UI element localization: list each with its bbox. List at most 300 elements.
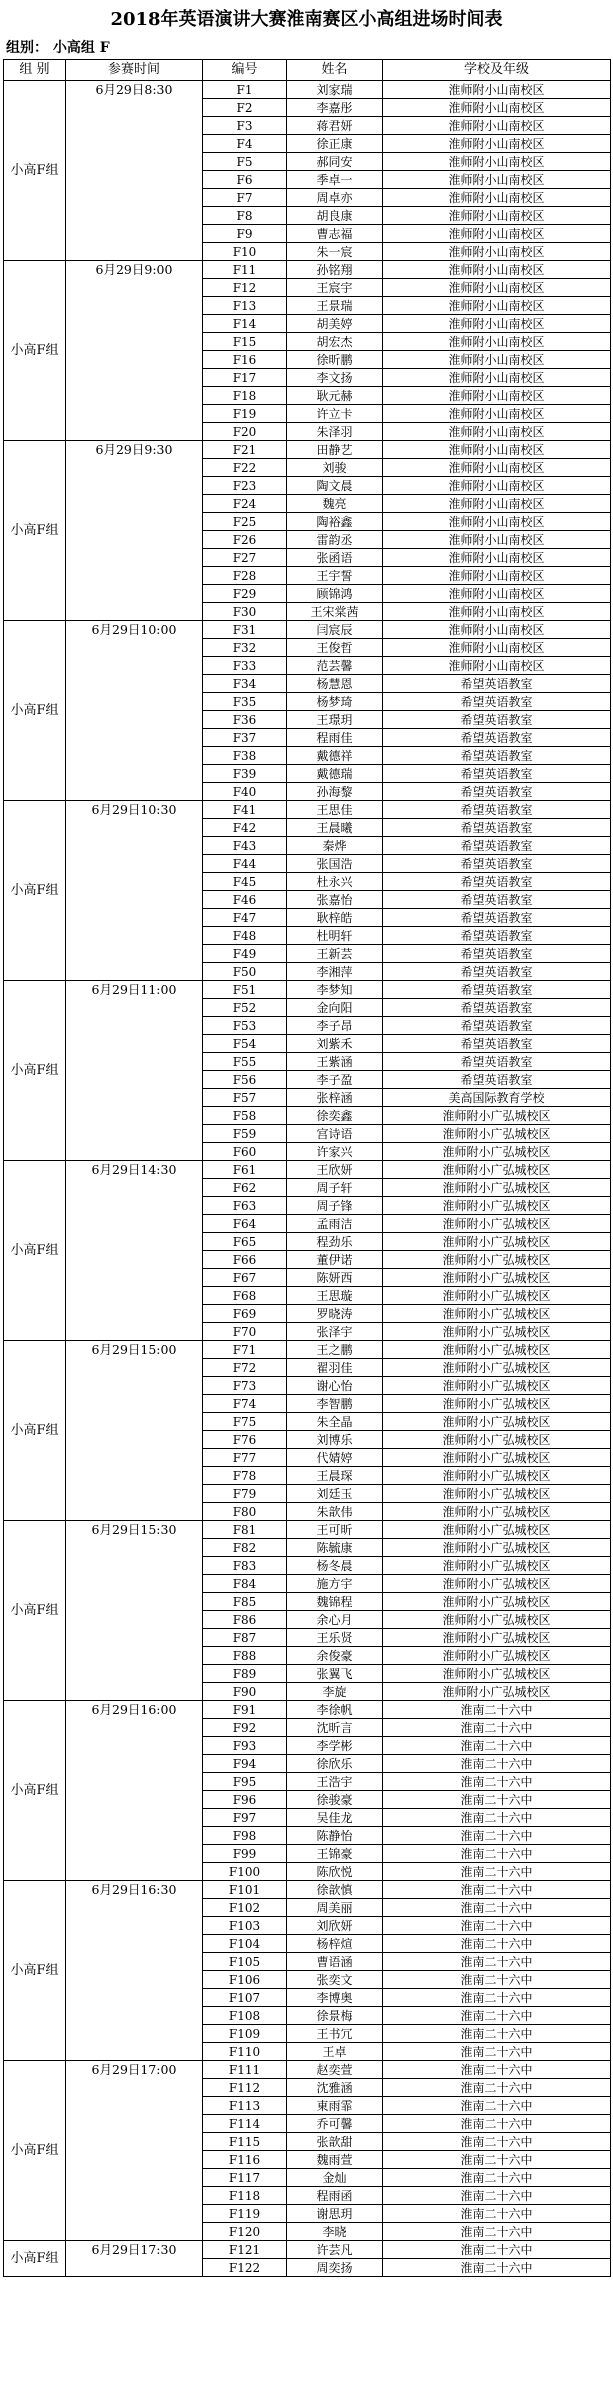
school-cell: 淮南二十六中 [383, 1773, 611, 1791]
code-cell: F5 [203, 153, 287, 171]
school-cell: 淮师附小山南校区 [383, 189, 611, 207]
time-cell: 6月29日17:30 [66, 2241, 203, 2277]
name-cell: 徐欣乐 [287, 1755, 383, 1773]
code-cell: F14 [203, 315, 287, 333]
name-cell: 王紫涵 [287, 1053, 383, 1071]
school-cell: 希望英语教室 [383, 1071, 611, 1089]
name-cell: 李智鹏 [287, 1395, 383, 1413]
name-cell: 胡美婷 [287, 315, 383, 333]
school-cell: 淮师附小广弘城校区 [383, 1107, 611, 1125]
code-cell: F85 [203, 1593, 287, 1611]
school-cell: 淮南二十六中 [383, 1719, 611, 1737]
code-cell: F27 [203, 549, 287, 567]
code-cell: F92 [203, 1719, 287, 1737]
school-cell: 希望英语教室 [383, 963, 611, 981]
code-cell: F79 [203, 1485, 287, 1503]
school-cell: 淮师附小山南校区 [383, 279, 611, 297]
name-cell: 秦烨 [287, 837, 383, 855]
code-cell: F69 [203, 1305, 287, 1323]
name-cell: 张歆甜 [287, 2133, 383, 2151]
group-cell: 小高F组 [4, 1341, 66, 1521]
name-cell: 王俊哲 [287, 639, 383, 657]
time-cell: 6月29日16:00 [66, 1701, 203, 1881]
name-cell: 杜永兴 [287, 873, 383, 891]
code-cell: F6 [203, 171, 287, 189]
group-cell: 小高F组 [4, 1701, 66, 1881]
code-cell: F50 [203, 963, 287, 981]
school-cell: 淮师附小广弘城校区 [383, 1557, 611, 1575]
name-cell: 戴德祥 [287, 747, 383, 765]
code-cell: F83 [203, 1557, 287, 1575]
school-cell: 淮师附小山南校区 [383, 117, 611, 135]
group-cell: 小高F组 [4, 261, 66, 441]
name-cell: 杨梦琦 [287, 693, 383, 711]
table-row [4, 441, 611, 459]
code-cell: F93 [203, 1737, 287, 1755]
table-row [4, 261, 611, 279]
school-cell: 淮师附小山南校区 [383, 261, 611, 279]
code-cell: F122 [203, 2259, 287, 2277]
name-cell: 王晨琛 [287, 1467, 383, 1485]
name-cell: 代婧婷 [287, 1449, 383, 1467]
group-cell: 小高F组 [4, 1521, 66, 1701]
code-cell: F75 [203, 1413, 287, 1431]
code-cell: F38 [203, 747, 287, 765]
group-cell: 小高F组 [4, 81, 66, 261]
school-cell: 淮师附小广弘城校区 [383, 1467, 611, 1485]
name-cell: 田静艺 [287, 441, 383, 459]
school-cell: 淮师附小广弘城校区 [383, 1647, 611, 1665]
header-name: 姓名 [287, 60, 383, 81]
code-cell: F110 [203, 2043, 287, 2061]
code-cell: F100 [203, 1863, 287, 1881]
code-cell: F76 [203, 1431, 287, 1449]
name-cell: 朱泽羽 [287, 423, 383, 441]
name-cell: 谢心怡 [287, 1377, 383, 1395]
code-cell: F28 [203, 567, 287, 585]
name-cell: 季卓一 [287, 171, 383, 189]
name-cell: 李学彬 [287, 1737, 383, 1755]
school-cell: 淮南二十六中 [383, 1755, 611, 1773]
school-cell: 希望英语教室 [383, 675, 611, 693]
name-cell: 李子盈 [287, 1071, 383, 1089]
school-cell: 淮师附小广弘城校区 [383, 1305, 611, 1323]
name-cell: 王之鹏 [287, 1341, 383, 1359]
code-cell: F52 [203, 999, 287, 1017]
code-cell: F121 [203, 2241, 287, 2259]
name-cell: 程雨佳 [287, 729, 383, 747]
name-cell: 朱一宸 [287, 243, 383, 261]
code-cell: F82 [203, 1539, 287, 1557]
name-cell: 陈妍西 [287, 1269, 383, 1287]
table-header-row [4, 60, 611, 81]
code-cell: F49 [203, 945, 287, 963]
header-code: 编号 [203, 60, 287, 81]
name-cell: 刘紫禾 [287, 1035, 383, 1053]
name-cell: 王浩宇 [287, 1773, 383, 1791]
name-cell: 雷韵丞 [287, 531, 383, 549]
name-cell: 陈欣悦 [287, 1863, 383, 1881]
time-cell: 6月29日16:30 [66, 1881, 203, 2061]
time-cell: 6月29日9:00 [66, 261, 203, 441]
school-cell: 淮师附小山南校区 [383, 297, 611, 315]
code-cell: F57 [203, 1089, 287, 1107]
school-cell: 淮南二十六中 [383, 1791, 611, 1809]
name-cell: 顾锦鸿 [287, 585, 383, 603]
code-cell: F103 [203, 1917, 287, 1935]
code-cell: F48 [203, 927, 287, 945]
school-cell: 淮师附小广弘城校区 [383, 1521, 611, 1539]
name-cell: 王璟玥 [287, 711, 383, 729]
school-cell: 淮师附小山南校区 [383, 585, 611, 603]
name-cell: 翟羽佳 [287, 1359, 383, 1377]
name-cell: 王乐贤 [287, 1629, 383, 1647]
code-cell: F44 [203, 855, 287, 873]
code-cell: F95 [203, 1773, 287, 1791]
school-cell: 淮师附小山南校区 [383, 657, 611, 675]
code-cell: F91 [203, 1701, 287, 1719]
name-cell: 王思璇 [287, 1287, 383, 1305]
name-cell: 陶文晨 [287, 477, 383, 495]
code-cell: F39 [203, 765, 287, 783]
name-cell: 金灿 [287, 2169, 383, 2187]
name-cell: 许芸凡 [287, 2241, 383, 2259]
school-cell: 淮师附小广弘城校区 [383, 1161, 611, 1179]
name-cell: 罗晓涛 [287, 1305, 383, 1323]
code-cell: F84 [203, 1575, 287, 1593]
name-cell: 许家兴 [287, 1143, 383, 1161]
name-cell: 余俊豪 [287, 1647, 383, 1665]
code-cell: F77 [203, 1449, 287, 1467]
code-cell: F37 [203, 729, 287, 747]
name-cell: 李湘萍 [287, 963, 383, 981]
code-cell: F9 [203, 225, 287, 243]
code-cell: F119 [203, 2205, 287, 2223]
table-row [4, 1881, 611, 1899]
school-cell: 淮师附小山南校区 [383, 495, 611, 513]
school-cell: 淮师附小山南校区 [383, 639, 611, 657]
school-cell: 希望英语教室 [383, 747, 611, 765]
code-cell: F21 [203, 441, 287, 459]
school-cell: 淮师附小广弘城校区 [383, 1683, 611, 1701]
code-cell: F63 [203, 1197, 287, 1215]
time-cell: 6月29日15:00 [66, 1341, 203, 1521]
time-cell: 6月29日10:00 [66, 621, 203, 801]
name-cell: 沈雅涵 [287, 2079, 383, 2097]
code-cell: F111 [203, 2061, 287, 2079]
school-cell: 淮师附小广弘城校区 [383, 1215, 611, 1233]
code-cell: F11 [203, 261, 287, 279]
school-cell: 淮师附小广弘城校区 [383, 1485, 611, 1503]
name-cell: 范芸馨 [287, 657, 383, 675]
code-cell: F107 [203, 1989, 287, 2007]
code-cell: F7 [203, 189, 287, 207]
school-cell: 淮师附小广弘城校区 [383, 1665, 611, 1683]
name-cell: 朱歆伟 [287, 1503, 383, 1521]
name-cell: 周奕扬 [287, 2259, 383, 2277]
code-cell: F12 [203, 279, 287, 297]
name-cell: 曹语涵 [287, 1953, 383, 1971]
code-cell: F1 [203, 81, 287, 99]
code-cell: F42 [203, 819, 287, 837]
school-cell: 淮南二十六中 [383, 2205, 611, 2223]
name-cell: 魏锦程 [287, 1593, 383, 1611]
name-cell: 耿元赫 [287, 387, 383, 405]
school-cell: 淮师附小山南校区 [383, 477, 611, 495]
school-cell: 淮南二十六中 [383, 1809, 611, 1827]
school-cell: 淮师附小广弘城校区 [383, 1575, 611, 1593]
school-cell: 希望英语教室 [383, 927, 611, 945]
name-cell: 李徐帆 [287, 1701, 383, 1719]
school-cell: 淮师附小广弘城校区 [383, 1323, 611, 1341]
school-cell: 希望英语教室 [383, 945, 611, 963]
code-cell: F4 [203, 135, 287, 153]
code-cell: F66 [203, 1251, 287, 1269]
name-cell: 王锦豪 [287, 1845, 383, 1863]
school-cell: 淮师附小广弘城校区 [383, 1197, 611, 1215]
name-cell: 孟雨洁 [287, 1215, 383, 1233]
name-cell: 刘欣妍 [287, 1917, 383, 1935]
name-cell: 张奕文 [287, 1971, 383, 1989]
name-cell: 张嘉怡 [287, 891, 383, 909]
code-cell: F36 [203, 711, 287, 729]
school-cell: 淮师附小山南校区 [383, 243, 611, 261]
code-cell: F13 [203, 297, 287, 315]
name-cell: 王可昕 [287, 1521, 383, 1539]
school-cell: 希望英语教室 [383, 909, 611, 927]
table-row [4, 2061, 611, 2079]
code-cell: F113 [203, 2097, 287, 2115]
name-cell: 张翼飞 [287, 1665, 383, 1683]
code-cell: F90 [203, 1683, 287, 1701]
code-cell: F53 [203, 1017, 287, 1035]
school-cell: 淮师附小山南校区 [383, 513, 611, 531]
school-cell: 希望英语教室 [383, 873, 611, 891]
school-cell: 淮师附小山南校区 [383, 549, 611, 567]
name-cell: 徐正康 [287, 135, 383, 153]
school-cell: 淮师附小山南校区 [383, 351, 611, 369]
code-cell: F46 [203, 891, 287, 909]
school-cell: 淮师附小山南校区 [383, 315, 611, 333]
school-cell: 淮师附小山南校区 [383, 405, 611, 423]
time-cell: 6月29日17:00 [66, 2061, 203, 2241]
school-cell: 淮南二十六中 [383, 2241, 611, 2259]
code-cell: F112 [203, 2079, 287, 2097]
group-cell: 小高F组 [4, 2241, 66, 2277]
name-cell: 徐歆慎 [287, 1881, 383, 1899]
school-cell: 淮南二十六中 [383, 2151, 611, 2169]
school-cell: 淮师附小广弘城校区 [383, 1143, 611, 1161]
school-cell: 淮南二十六中 [383, 2043, 611, 2061]
name-cell: 赵奕萱 [287, 2061, 383, 2079]
code-cell: F22 [203, 459, 287, 477]
school-cell: 淮南二十六中 [383, 1701, 611, 1719]
code-cell: F26 [203, 531, 287, 549]
school-cell: 美高国际教育学校 [383, 1089, 611, 1107]
code-cell: F20 [203, 423, 287, 441]
name-cell: 周子锋 [287, 1197, 383, 1215]
code-cell: F51 [203, 981, 287, 999]
name-cell: 徐昕鹏 [287, 351, 383, 369]
name-cell: 陈静怡 [287, 1827, 383, 1845]
code-cell: F19 [203, 405, 287, 423]
school-cell: 淮南二十六中 [383, 2079, 611, 2097]
code-cell: F108 [203, 2007, 287, 2025]
school-cell: 淮师附小广弘城校区 [383, 1269, 611, 1287]
code-cell: F61 [203, 1161, 287, 1179]
group-cell: 小高F组 [4, 2061, 66, 2241]
school-cell: 希望英语教室 [383, 801, 611, 819]
code-cell: F30 [203, 603, 287, 621]
school-cell: 淮师附小山南校区 [383, 423, 611, 441]
school-cell: 希望英语教室 [383, 711, 611, 729]
name-cell: 施方宇 [287, 1575, 383, 1593]
code-cell: F71 [203, 1341, 287, 1359]
school-cell: 淮师附小广弘城校区 [383, 1359, 611, 1377]
code-cell: F10 [203, 243, 287, 261]
code-cell: F55 [203, 1053, 287, 1071]
code-cell: F89 [203, 1665, 287, 1683]
group-label: 组别： 小高组 F [6, 40, 110, 56]
name-cell: 刘博乐 [287, 1431, 383, 1449]
name-cell: 徐景梅 [287, 2007, 383, 2025]
code-cell: F109 [203, 2025, 287, 2043]
code-cell: F33 [203, 657, 287, 675]
school-cell: 淮南二十六中 [383, 1971, 611, 1989]
code-cell: F80 [203, 1503, 287, 1521]
name-cell: 東雨霏 [287, 2097, 383, 2115]
name-cell: 周美丽 [287, 1899, 383, 1917]
name-cell: 沈昕言 [287, 1719, 383, 1737]
name-cell: 王宋棠茜 [287, 603, 383, 621]
name-cell: 陈毓康 [287, 1539, 383, 1557]
school-cell: 希望英语教室 [383, 819, 611, 837]
school-cell: 淮南二十六中 [383, 1827, 611, 1845]
school-cell: 淮师附小山南校区 [383, 153, 611, 171]
code-cell: F8 [203, 207, 287, 225]
code-cell: F32 [203, 639, 287, 657]
code-cell: F3 [203, 117, 287, 135]
school-cell: 淮南二十六中 [383, 1881, 611, 1899]
code-cell: F116 [203, 2151, 287, 2169]
name-cell: 李子昂 [287, 1017, 383, 1035]
table-row [4, 81, 611, 99]
school-cell: 淮师附小广弘城校区 [383, 1287, 611, 1305]
school-cell: 淮师附小广弘城校区 [383, 1629, 611, 1647]
group-cell: 小高F组 [4, 621, 66, 801]
name-cell: 李文扬 [287, 369, 383, 387]
table-row [4, 1161, 611, 1179]
name-cell: 王书冗 [287, 2025, 383, 2043]
school-cell: 淮南二十六中 [383, 1845, 611, 1863]
school-cell: 希望英语教室 [383, 1053, 611, 1071]
school-cell: 淮师附小山南校区 [383, 81, 611, 99]
name-cell: 王景瑞 [287, 297, 383, 315]
table-row [4, 1521, 611, 1539]
table-body [4, 81, 611, 2277]
school-cell: 淮师附小广弘城校区 [383, 1503, 611, 1521]
school-cell: 淮南二十六中 [383, 2061, 611, 2079]
name-cell: 徐骏豪 [287, 1791, 383, 1809]
group-cell: 小高F组 [4, 801, 66, 981]
school-cell: 淮师附小广弘城校区 [383, 1377, 611, 1395]
code-cell: F101 [203, 1881, 287, 1899]
school-cell: 希望英语教室 [383, 729, 611, 747]
code-cell: F88 [203, 1647, 287, 1665]
school-cell: 希望英语教室 [383, 891, 611, 909]
school-cell: 淮南二十六中 [383, 2187, 611, 2205]
header-time: 参赛时间 [66, 60, 203, 81]
code-cell: F25 [203, 513, 287, 531]
code-cell: F106 [203, 1971, 287, 1989]
code-cell: F34 [203, 675, 287, 693]
table-row [4, 981, 611, 999]
school-cell: 淮南二十六中 [383, 2025, 611, 2043]
code-cell: F86 [203, 1611, 287, 1629]
school-cell: 淮师附小山南校区 [383, 207, 611, 225]
school-cell: 淮师附小广弘城校区 [383, 1341, 611, 1359]
code-cell: F68 [203, 1287, 287, 1305]
school-cell: 希望英语教室 [383, 981, 611, 999]
code-cell: F74 [203, 1395, 287, 1413]
school-cell: 淮师附小广弘城校区 [383, 1125, 611, 1143]
code-cell: F78 [203, 1467, 287, 1485]
code-cell: F72 [203, 1359, 287, 1377]
page-title: 2018年英语演讲大赛淮南赛区小高组进场时间表 [110, 9, 503, 30]
code-cell: F2 [203, 99, 287, 117]
time-cell: 6月29日15:30 [66, 1521, 203, 1701]
school-cell: 希望英语教室 [383, 693, 611, 711]
name-cell: 余心月 [287, 1611, 383, 1629]
code-cell: F62 [203, 1179, 287, 1197]
school-cell: 淮南二十六中 [383, 1917, 611, 1935]
name-cell: 蒋君妍 [287, 117, 383, 135]
name-cell: 程雨函 [287, 2187, 383, 2205]
name-cell: 李博奥 [287, 1989, 383, 2007]
table-row [4, 621, 611, 639]
school-cell: 淮师附小山南校区 [383, 135, 611, 153]
name-cell: 徐奕鑫 [287, 1107, 383, 1125]
code-cell: F23 [203, 477, 287, 495]
school-cell: 淮师附小广弘城校区 [383, 1431, 611, 1449]
name-cell: 李梦知 [287, 981, 383, 999]
school-cell: 淮师附小山南校区 [383, 603, 611, 621]
school-cell: 淮南二十六中 [383, 2097, 611, 2115]
code-cell: F104 [203, 1935, 287, 1953]
code-cell: F54 [203, 1035, 287, 1053]
code-cell: F102 [203, 1899, 287, 1917]
group-cell: 小高F组 [4, 441, 66, 621]
school-cell: 淮师附小广弘城校区 [383, 1611, 611, 1629]
code-cell: F81 [203, 1521, 287, 1539]
school-cell: 淮南二十六中 [383, 2115, 611, 2133]
code-cell: F65 [203, 1233, 287, 1251]
name-cell: 杜明轩 [287, 927, 383, 945]
name-cell: 王宸宇 [287, 279, 383, 297]
school-cell: 淮南二十六中 [383, 1737, 611, 1755]
name-cell: 刘廷玉 [287, 1485, 383, 1503]
school-cell: 淮南二十六中 [383, 2169, 611, 2187]
name-cell: 董伊诺 [287, 1251, 383, 1269]
code-cell: F105 [203, 1953, 287, 1971]
name-cell: 王思佳 [287, 801, 383, 819]
school-cell: 希望英语教室 [383, 837, 611, 855]
school-cell: 希望英语教室 [383, 765, 611, 783]
code-cell: F56 [203, 1071, 287, 1089]
time-cell: 6月29日14:30 [66, 1161, 203, 1341]
code-cell: F35 [203, 693, 287, 711]
name-cell: 李嘉彤 [287, 99, 383, 117]
